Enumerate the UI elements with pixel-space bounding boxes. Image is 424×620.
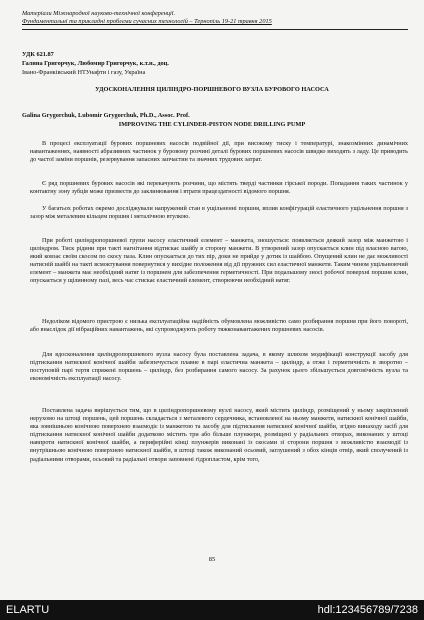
authors-en: Galina Grygorchuk, Lubomir Grygorchuk, Ph.D., Assoc. Prof. xyxy=(22,112,190,119)
paragraph-5: Недоліком відомого пристрою є низька експлуатаційна надійність обумовлена можливістю само розбирання поршня при його повороті, або внаслідок дії вібраційних навантажень, які супроводжують роботу тяжконавантажених поршневих насосів. xyxy=(30,318,408,334)
paragraph-3: У багатьох роботах окремо досліджували напружений стан в ущільненні поршня, вплив конфігурацій еластичного ущільнення поршня з зазор між металевим кільцем поршня і металічною втулкою. xyxy=(30,205,408,221)
header-line-1: Матеріали Міжнародної науково-технічної конференції. xyxy=(22,10,176,17)
title-ua: УДОСКОНАЛЕННЯ ЦИЛІНДРО-ПОРШНЕВОГО ВУЗЛА БУРОВОГО НАСОСА xyxy=(95,86,329,93)
paragraph-6: Для вдосконалення циліндропоршневого вузла насосу була поставлена задача, в якому шляхом модифікації конструкції засобу для підтискання натискної конічної шайби забезпечується плавне в парі еластична манжета – циліндр, а отже і герметичність в зворотно – поступовій парі тертя спряжені поршень – циліндр, без розбирання самого насосу. За рахунок цього збільшується довговічність вузла та економічність експлуатації насосу. xyxy=(30,351,408,383)
authors-ua: Галина Григорчук, Любомир Григорчук, к.т.н., доц. xyxy=(22,60,169,67)
repository-name: ELARTU xyxy=(6,604,50,616)
paragraph-1: В процесі експлуатації бурових поршневих насосів подвійної дії, при високому тиску і температурі, знакозмінних динамічних навантаженнях, наявності абразивних частинок у буровому розчині деталі бурових поршневих насосів швидко виходять з ладу. Це приводить до частої заміни поршнів, резервування запасних запчастин та значних трудових затрат. xyxy=(30,140,408,164)
affiliation-ua: Івано-Франківський НТУнафти і газу, Україна xyxy=(22,69,146,76)
title-en: IMPROVING THE CYLINDER-PISTON NODE DRILLING PUMP xyxy=(118,121,306,128)
handle-identifier: hdl:123456789/7238 xyxy=(317,604,418,616)
paragraph-4: При роботі циліндропоршневої групи насосу еластичний елемент – манжета, зношується: появляється деякий зазор між манжетою і циліндром. Тиск рідини при такті нагнітання відтискає шайбу в сторону манжети. В утворений зазор опускається клин під власною вагою, який ковзає своїм скосом по скосу паза. Клин опускається до тих пір, доки не прийде у дотик із шайбою. Опущений клин не дає можливості натисній шайбі на такті всмоктування повернутися у вихідне положення від дії пружних сил еластичної манжети. Таким чином ущільнюючий елемент – манжета має необхідний натяг із поршнем для забезпечення герметичності. При подальшому зносі робочої поверхні поршня клин, опускається у щілинному пазі, весь час стискає еластичний елемент, створюючи необхідний натяг. xyxy=(30,237,408,285)
paragraph-7: Поставлена задача вирішується тим, що в циліндропоршневому вузлі насосу, який містить циліндр, розміщений у ньому закріплений нерухомо на штоці поршень, цей поршень складається з металевого сердечника, встановленої на ньому манжети, натискної конічної шайби, яка зовнішньою конічною поверхнею взаємодіє із манжетою та засобу для підтискання натискної конічної шайби, згідно винаходу засіб для підтискання натискної конічної шайби додатково містить три або більше плунжери, розміщені у радіальних отворах, виконаних у штоці навпроти натискної конічної шайби, а периферійні кінці плунжерів виконані із скосами зі сторони поршня з можливістю взаємодії із внутрішньою конічною поверхнею натискної шайби, в штоці також виконаний осьовий, заглушений з обох кінців отвір, який сполучений із радіальними отворами, осьовий та радіальні отвори заповнені гідропластом, крім того, xyxy=(30,407,408,463)
paragraph-2: Є ряд поршневих бурових насосів які перекачують розчини, що містять тверді частинки гірської породи. Попадання таких частинок у контактну зону зубців може призвести до заклинювання і втрати працездатності відомого поршня. xyxy=(30,180,408,196)
header-rule xyxy=(22,29,408,30)
header-line-2: Фундаментальні та прикладні проблеми сучасних технологій – Тернопіль 19-21 травня 2015 xyxy=(22,18,272,25)
udc-code: УДК 621.87 xyxy=(22,51,54,58)
page-number: 85 xyxy=(208,556,216,563)
viewer-footer-bar xyxy=(0,600,424,620)
